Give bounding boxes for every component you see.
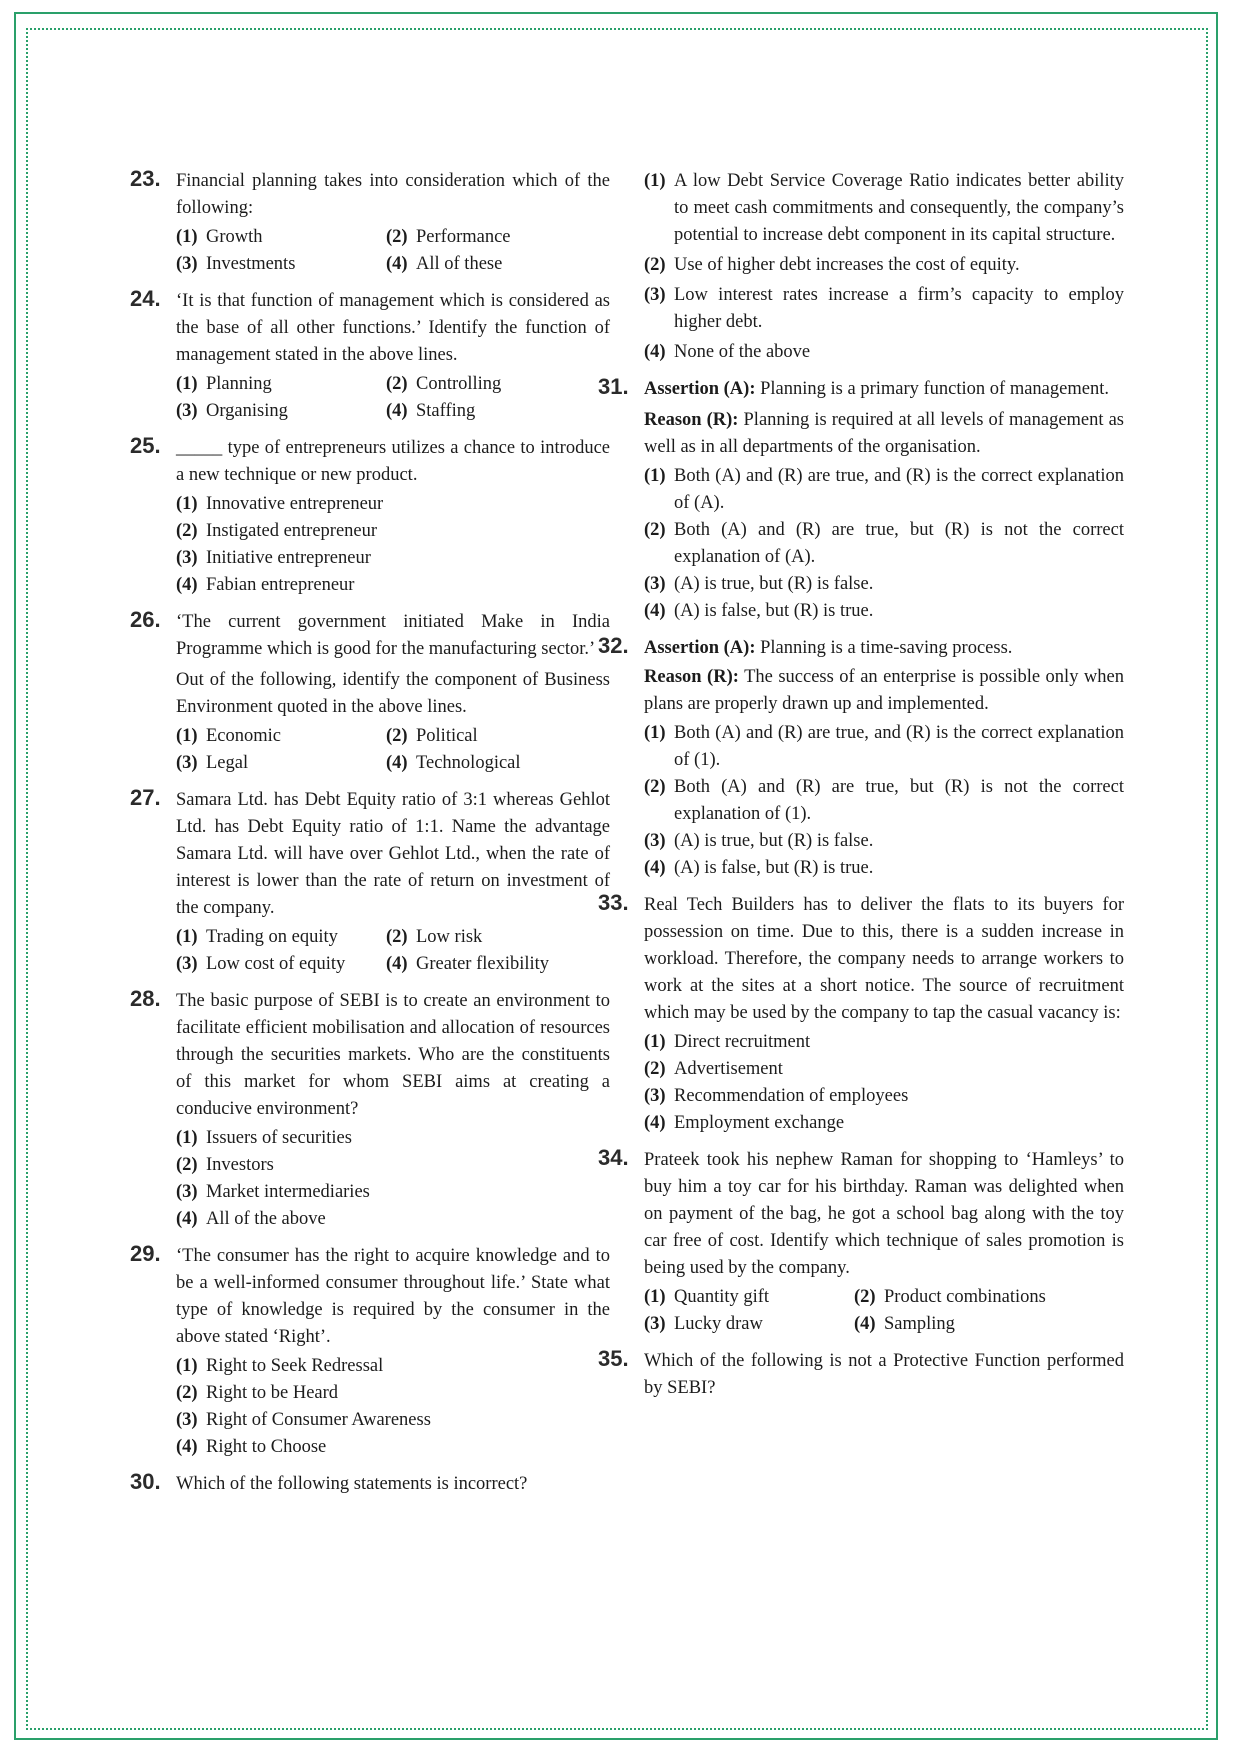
option-text: Political: [416, 726, 478, 746]
option[interactable]: [176, 924, 386, 951]
option-label: (2): [854, 1287, 876, 1307]
option-label: (1): [176, 927, 198, 947]
question-32: [598, 635, 1124, 882]
option-label: (4): [854, 1314, 876, 1334]
option[interactable]: [644, 571, 1124, 598]
question-text: Which of the following statements is incorrect?: [176, 1474, 528, 1494]
option-text: All of these: [416, 254, 503, 274]
option-text: Both (A) and (R) are true, and (R) is the correct explanation of (1).: [674, 723, 1124, 770]
question-23: [130, 168, 610, 278]
option[interactable]: [176, 518, 610, 545]
question-30-options: [644, 168, 1124, 366]
question-text: ‘It is that function of management which is considered as the base of all other functions.’ Identify the function of management stated in the above lines.: [176, 291, 610, 365]
option[interactable]: [644, 1056, 1124, 1083]
question-number: 23.: [130, 166, 161, 191]
question-number: 33.: [598, 890, 629, 915]
option[interactable]: [644, 855, 1124, 882]
option[interactable]: [386, 924, 610, 951]
question-29: [130, 1243, 610, 1461]
option-text: Both (A) and (R) are true, but (R) is not the correct explanation of (A).: [674, 520, 1124, 567]
question-number: 30.: [130, 1469, 161, 1494]
option-text: Right to Seek Redressal: [206, 1356, 384, 1376]
option-label: (1): [176, 374, 198, 394]
question-28: [130, 988, 610, 1233]
option-text: Investments: [206, 254, 296, 274]
option-label: (4): [176, 575, 198, 595]
option-text: (A) is false, but (R) is true.: [674, 601, 874, 621]
option-label: (4): [176, 1437, 198, 1457]
option[interactable]: [644, 1083, 1124, 1110]
option[interactable]: [854, 1284, 1124, 1311]
option-text: Staffing: [416, 401, 476, 421]
option-label: (2): [644, 255, 666, 275]
option-label: (4): [386, 254, 408, 274]
option-text: Instigated entrepreneur: [206, 521, 378, 541]
option-text: Recommendation of employees: [674, 1086, 909, 1106]
option[interactable]: [644, 252, 1124, 279]
option[interactable]: [644, 1110, 1124, 1137]
option-label: (1): [176, 1356, 198, 1376]
assertion: [644, 635, 1124, 662]
right-column: [598, 168, 1125, 1412]
option-text: Low risk: [416, 927, 483, 947]
assertion-label: Assertion (A):: [644, 379, 756, 399]
question-text: ‘The current government initiated Make in India Programme which is good for the manufacturing sector.’: [176, 612, 610, 659]
option[interactable]: [176, 951, 386, 978]
option-label: (3): [644, 1086, 666, 1106]
option-label: (4): [644, 858, 666, 878]
option-text: Both (A) and (R) are true, but (R) is not the correct explanation of (1).: [674, 777, 1124, 824]
question-33: [598, 892, 1124, 1137]
options: [176, 924, 610, 978]
option-text: Lucky draw: [674, 1314, 763, 1334]
option[interactable]: [644, 1311, 854, 1338]
question-number: 27.: [130, 785, 161, 810]
options: [176, 224, 610, 278]
option[interactable]: [176, 1380, 610, 1407]
option-label: (3): [176, 548, 198, 568]
option-text: Advertisement: [674, 1059, 783, 1079]
question-number: 29.: [130, 1241, 161, 1266]
option-text: A low Debt Service Coverage Ratio indicates better ability to meet cash commitments and consequently, the company’s potential to increase debt component in its capital structure.: [674, 171, 1124, 245]
option-label: (2): [176, 521, 198, 541]
option[interactable]: [386, 951, 610, 978]
option-text: Legal: [206, 753, 249, 773]
option-label: (3): [176, 254, 198, 274]
assertion-label: Assertion (A):: [644, 638, 756, 658]
question-24: [130, 288, 610, 425]
option-label: (3): [176, 954, 198, 974]
option-text: None of the above: [674, 342, 811, 362]
option[interactable]: [176, 224, 386, 251]
option[interactable]: [176, 371, 386, 398]
option-label: (4): [176, 1209, 198, 1229]
question-25: [130, 435, 610, 599]
option-text: Trading on equity: [206, 927, 338, 947]
option[interactable]: [386, 723, 610, 750]
option[interactable]: [644, 168, 1124, 249]
option[interactable]: [176, 572, 610, 599]
question-34: [598, 1147, 1124, 1338]
option[interactable]: [644, 1284, 854, 1311]
reason: [644, 407, 1124, 461]
option-label: (2): [386, 927, 408, 947]
options: [176, 723, 610, 777]
option[interactable]: [644, 339, 1124, 366]
option-text: Performance: [416, 227, 511, 247]
option-label: (2): [386, 726, 408, 746]
left-column: [130, 168, 610, 1508]
option[interactable]: [176, 545, 610, 572]
option-text: Low interest rates increase a firm’s capacity to employ higher debt.: [674, 285, 1124, 332]
option[interactable]: [176, 723, 386, 750]
option-label: (4): [386, 401, 408, 421]
question-text: Prateek took his nephew Raman for shopping to ‘Hamleys’ to buy him a toy car for his birthday. Raman was delighted when on payment of the bag, he got a school bag along with the toy car free of cost. Identify which technique of sales promotion is being used by the company.: [644, 1150, 1124, 1278]
option[interactable]: [854, 1311, 1124, 1338]
option-label: (3): [644, 574, 666, 594]
option-text: Sampling: [884, 1314, 955, 1334]
option-label: (4): [644, 342, 666, 362]
option-label: (1): [644, 723, 666, 743]
option-text: Organising: [206, 401, 288, 421]
option-label: (3): [644, 1314, 666, 1334]
question-number: 24.: [130, 286, 161, 311]
option-label: (3): [176, 1182, 198, 1202]
question-35: [598, 1348, 1124, 1402]
option-label: (4): [386, 954, 408, 974]
question-text: Financial planning takes into consideration which of the following:: [176, 171, 610, 218]
question-text: ‘The consumer has the right to acquire knowledge and to be a well-informed consumer throughout life.’ State what type of knowledge is required by the consumer in the above stated ‘Right’.: [176, 1246, 610, 1347]
option[interactable]: [176, 1206, 610, 1233]
question-number: 26.: [130, 607, 161, 632]
option-label: (2): [386, 374, 408, 394]
option-text: Growth: [206, 227, 263, 247]
option-label: (2): [644, 1059, 666, 1079]
option-label: (1): [176, 227, 198, 247]
question-number: 35.: [598, 1346, 629, 1371]
reason-label: Reason (R):: [644, 410, 739, 430]
option[interactable]: [386, 750, 610, 777]
option-label: (2): [644, 777, 666, 797]
option-label: (1): [644, 466, 666, 486]
option-text: Right to Choose: [206, 1437, 327, 1457]
option-text: Quantity gift: [674, 1287, 770, 1307]
option[interactable]: [644, 517, 1124, 571]
option-label: (4): [644, 601, 666, 621]
option[interactable]: [644, 828, 1124, 855]
option[interactable]: [386, 251, 610, 278]
option-label: (4): [644, 1113, 666, 1133]
option-text: All of the above: [206, 1209, 326, 1229]
option[interactable]: [644, 598, 1124, 625]
option-label: (1): [644, 1287, 666, 1307]
option-text: Use of higher debt increases the cost of equity.: [674, 255, 1020, 275]
question-27: [130, 787, 610, 978]
option-text: Right of Consumer Awareness: [206, 1410, 431, 1430]
option[interactable]: [386, 371, 610, 398]
question-number: 28.: [130, 986, 161, 1011]
option-label: (1): [644, 1032, 666, 1052]
option[interactable]: [176, 1407, 610, 1434]
option-label: (2): [176, 1155, 198, 1175]
option-label: (4): [386, 753, 408, 773]
option-text: Direct recruitment: [674, 1032, 811, 1052]
option-text: Market intermediaries: [206, 1182, 370, 1202]
reason-text: Planning is required at all levels of management as well as in all departments of the organisation.: [644, 410, 1124, 457]
question-text: The basic purpose of SEBI is to create an environment to facilitate efficient mobilisation and allocation of resources through the securities markets. Who are the constituents of this market for whom SEBI aims at creating a conducive environment?: [176, 991, 610, 1119]
option[interactable]: [386, 398, 610, 425]
options: [644, 1284, 1124, 1338]
option-text: (A) is true, but (R) is false.: [674, 574, 874, 594]
question-number: 25.: [130, 433, 161, 458]
option-label: (3): [644, 831, 666, 851]
option-text: Initiative entrepreneur: [206, 548, 371, 568]
option[interactable]: [176, 251, 386, 278]
option-label: (1): [176, 1128, 198, 1148]
question-text: Real Tech Builders has to deliver the flats to its buyers for possession on time. Due to this, there is a sudden increase in workload. Therefore, the company needs to arrange workers to work at the sites at a short notice. The source of recruitment which may be used by the company to tap the casual vacancy is:: [644, 895, 1124, 1023]
option-label: (3): [644, 285, 666, 305]
option-text: Both (A) and (R) are true, and (R) is the correct explanation of (A).: [674, 466, 1124, 513]
option-label: (3): [176, 753, 198, 773]
option[interactable]: [386, 224, 610, 251]
option-text: Employment exchange: [674, 1113, 845, 1133]
option-text: (A) is true, but (R) is false.: [674, 831, 874, 851]
assertion-text: Planning is a primary function of management.: [760, 379, 1109, 399]
option[interactable]: [176, 750, 386, 777]
question-number: 31.: [598, 374, 629, 399]
option-label: (3): [176, 1410, 198, 1430]
option-text: Economic: [206, 726, 282, 746]
question-number: 34.: [598, 1145, 629, 1170]
option-text: Technological: [416, 753, 521, 773]
option-label: (3): [176, 401, 198, 421]
question-30: [130, 1471, 610, 1498]
option[interactable]: [176, 1125, 610, 1152]
option[interactable]: [176, 1179, 610, 1206]
options: [176, 371, 610, 425]
reason-label: Reason (R):: [644, 667, 739, 687]
option[interactable]: [176, 491, 610, 518]
option-label: (1): [644, 171, 666, 191]
option-label: (1): [176, 494, 198, 514]
option-text: Planning: [206, 374, 272, 394]
question-text: _____ type of entrepreneurs utilizes a chance to introduce a new technique or new product.: [176, 438, 610, 485]
reason-text: The success of an enterprise is possible only when plans are properly drawn up and implemented.: [644, 667, 1125, 714]
reason: [644, 664, 1124, 718]
question-text: Which of the following is not a Protective Function performed by SEBI?: [644, 1351, 1124, 1398]
option-text: Product combinations: [884, 1287, 1046, 1307]
question-26: [130, 609, 610, 777]
option[interactable]: [176, 398, 386, 425]
assertion-text: Planning is a time-saving process.: [760, 638, 1013, 658]
option-label: (2): [386, 227, 408, 247]
option-text: Greater flexibility: [416, 954, 550, 974]
option-text: Controlling: [416, 374, 502, 394]
question-text: Samara Ltd. has Debt Equity ratio of 3:1 whereas Gehlot Ltd. has Debt Equity ratio of 1:1. Name the advantage Samara Ltd. will have over Gehlot Ltd., when the rate of interest is lower than the rate of return on investment of the company.: [176, 790, 610, 918]
option[interactable]: [176, 1353, 610, 1380]
option-label: (1): [176, 726, 198, 746]
option[interactable]: [644, 720, 1124, 774]
option[interactable]: [644, 774, 1124, 828]
question-subtext: Out of the following, identify the component of Business Environment quoted in the above lines.: [176, 670, 610, 717]
option-text: (A) is false, but (R) is true.: [674, 858, 874, 878]
option-text: Low cost of equity: [206, 954, 346, 974]
option-label: (2): [176, 1383, 198, 1403]
option-text: Investors: [206, 1155, 274, 1175]
option-label: (2): [644, 520, 666, 540]
option[interactable]: [644, 1029, 1124, 1056]
question-31: [598, 376, 1124, 625]
option[interactable]: [176, 1434, 610, 1461]
option[interactable]: [176, 1152, 610, 1179]
option-text: Innovative entrepreneur: [206, 494, 384, 514]
option[interactable]: [644, 463, 1124, 517]
assertion: [644, 376, 1124, 403]
option-text: Right to be Heard: [206, 1383, 339, 1403]
option-text: Fabian entrepreneur: [206, 575, 355, 595]
option[interactable]: [644, 282, 1124, 336]
question-number: 32.: [598, 633, 629, 658]
option-text: Issuers of securities: [206, 1128, 352, 1148]
